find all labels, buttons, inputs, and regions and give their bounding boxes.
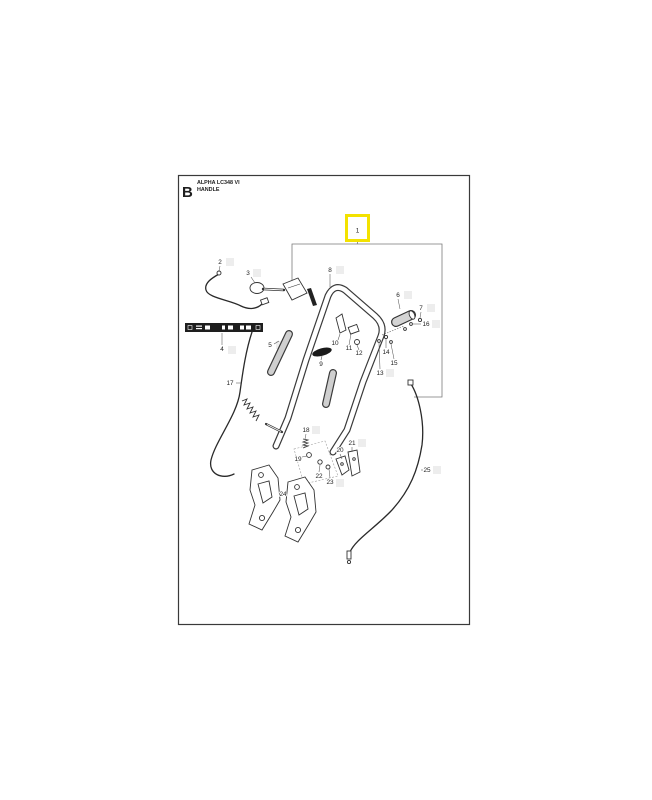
part-3-cap: [250, 283, 264, 294]
callout-marker: [386, 369, 394, 377]
cable-25-top-connector: [408, 380, 413, 385]
part-22-washer: [318, 460, 322, 464]
callout-marker: [228, 346, 236, 354]
part-23-bolt: [326, 465, 330, 469]
callout-13: 13: [376, 370, 384, 377]
lever-pivot: [353, 458, 356, 461]
screw-16b: [404, 328, 407, 331]
callout-24: 24: [279, 491, 287, 498]
callout-22: 22: [315, 473, 323, 480]
decal-glyph: [196, 326, 202, 327]
callout-2: 2: [218, 259, 222, 266]
callout-1: 1: [355, 227, 360, 235]
panel-letter: B: [182, 184, 193, 201]
callout-19: 19: [294, 456, 302, 463]
callout-21: 21: [348, 440, 356, 447]
callout-marker: [226, 258, 234, 266]
lever-pivot: [341, 463, 344, 466]
callout-marker: [427, 304, 435, 312]
callout-8: 8: [328, 267, 332, 274]
cable-25-end-cap: [347, 560, 350, 563]
callout-marker: [432, 320, 440, 328]
part-4-decal: [185, 323, 263, 332]
screw-13: [378, 340, 381, 343]
callout-15: 15: [390, 360, 398, 367]
callout-marker: [312, 426, 320, 434]
callout-12: 12: [355, 350, 363, 357]
callout-5: 5: [268, 342, 272, 349]
callout-3: 3: [246, 270, 250, 277]
callout-20: 20: [336, 447, 344, 454]
screw-7: [418, 318, 421, 321]
decal-glyph: [246, 326, 251, 330]
panel-section: HANDLE: [197, 187, 220, 193]
callout-23: 23: [326, 479, 334, 486]
callout-marker: [358, 439, 366, 447]
decal-glyph: [240, 326, 244, 330]
callout-marker: [253, 269, 261, 277]
callout-10: 10: [331, 340, 339, 347]
callout-7: 7: [419, 305, 423, 312]
screw-14: [384, 335, 387, 338]
bracket-hole: [259, 473, 264, 478]
decal-glyph: [228, 326, 233, 330]
decal-glyph: [196, 328, 202, 329]
callout-9: 9: [319, 361, 323, 368]
callout-4: 4: [220, 346, 224, 353]
callout-11: 11: [345, 345, 353, 352]
part-2-connector: [217, 271, 221, 275]
callout-25: 25: [423, 467, 431, 474]
callout-marker: [336, 479, 344, 487]
bracket-hole: [259, 515, 264, 520]
cable-25-end-connector: [347, 551, 351, 559]
callout-marker: [433, 466, 441, 474]
callout-marker: [404, 291, 412, 299]
callout-14: 14: [382, 349, 390, 356]
screw-16a: [410, 323, 413, 326]
callout-6: 6: [396, 292, 400, 299]
panel-model: ALPHA LC348 VI: [197, 180, 240, 186]
callout-16: 16: [422, 321, 430, 328]
part-19-nut: [307, 453, 312, 458]
decal-glyph: [222, 326, 225, 330]
callout-18: 18: [302, 427, 310, 434]
decal-glyph: [205, 326, 210, 330]
part-12-knob: [355, 340, 360, 345]
bracket-hole: [295, 527, 300, 532]
callout-marker: [336, 266, 344, 274]
screw-15: [390, 341, 393, 344]
callout-17: 17: [226, 380, 234, 387]
bracket-hole: [295, 485, 300, 490]
